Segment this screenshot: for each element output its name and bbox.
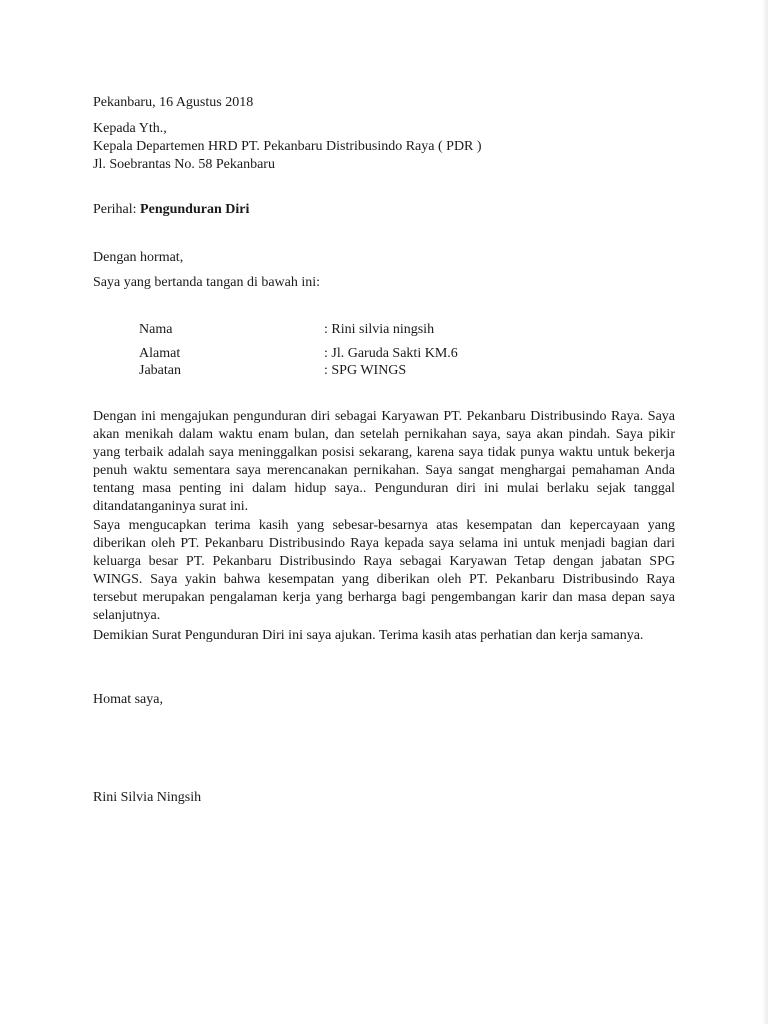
- recipient-block: [93, 120, 675, 174]
- subject-label: Perihal:: [93, 202, 141, 217]
- page-edge-shadow: [762, 0, 768, 1024]
- body-paragraph-3: Demikian Surat Pengunduran Diri ini saya ajukan. Terima kasih atas perhatian dan kerja samanya.: [93, 628, 644, 643]
- place-date: Pekanbaru, 16 Agustus 2018: [93, 95, 254, 110]
- subject-value: Pengunduran Diri: [140, 202, 250, 217]
- body-paragraph-1: Dengan ini mengajukan pengunduran diri sebagai Karyawan PT. Pekanbaru Distribusindo Raya. Saya akan menikah dalam waktu enam bulan, dan setelah pernikahan saya, saya akan pindah. Saya pikir yang terbaik adalah saya meninggalkan posisi sekarang, karena saya tidak punya waktu untuk bekerja penuh waktu sementara saya merencanakan pernikahan. Saya sangat menghargai pemahaman Anda tentang masa penting ini dalam hidup saya.. Pengunduran diri ini mulai berlaku sejak tanggal ditandatanganinya surat ini.: [93, 409, 675, 514]
- recipient-to: Kepada Yth.,: [93, 121, 167, 136]
- body-paragraph-2: Saya mengucapkan terima kasih yang sebesar-besarnya atas kesempatan dan kepercayaan yang diberikan oleh PT. Pekanbaru Distribusindo Raya kepada saya selama ini untuk menjadi bagian dari keluarga besar PT. Pekanbaru Distribusindo Raya sebagai Karyawan Tetap dengan jabatan SPG WINGS. Saya yakin bahwa kesempatan yang diberikan oleh PT. Pekanbaru Distribusindo Raya tersebut merupakan pengalaman kerja yang berharga bagi pengembangan karir dan masa depan saya selanjutnya.: [93, 518, 675, 623]
- identity-label: Nama: [139, 322, 173, 337]
- identity-value: : Rini silvia ningsih: [324, 322, 435, 337]
- closing: Homat saya,: [93, 692, 163, 707]
- greeting: Dengan hormat,: [93, 250, 184, 265]
- identity-value: : SPG WINGS: [324, 363, 407, 378]
- identity-value: : Jl. Garuda Sakti KM.6: [324, 346, 458, 361]
- recipient-address: Jl. Soebrantas No. 58 Pekanbaru: [93, 157, 275, 172]
- recipient-department: Kepala Departemen HRD PT. Pekanbaru Distribusindo Raya ( PDR ): [93, 139, 482, 154]
- signatory-name: Rini Silvia Ningsih: [93, 790, 202, 805]
- identity-label: Jabatan: [139, 363, 181, 378]
- intro-line: Saya yang bertanda tangan di bawah ini:: [93, 275, 321, 290]
- identity-label: Alamat: [139, 346, 181, 361]
- subject-line: [93, 201, 675, 219]
